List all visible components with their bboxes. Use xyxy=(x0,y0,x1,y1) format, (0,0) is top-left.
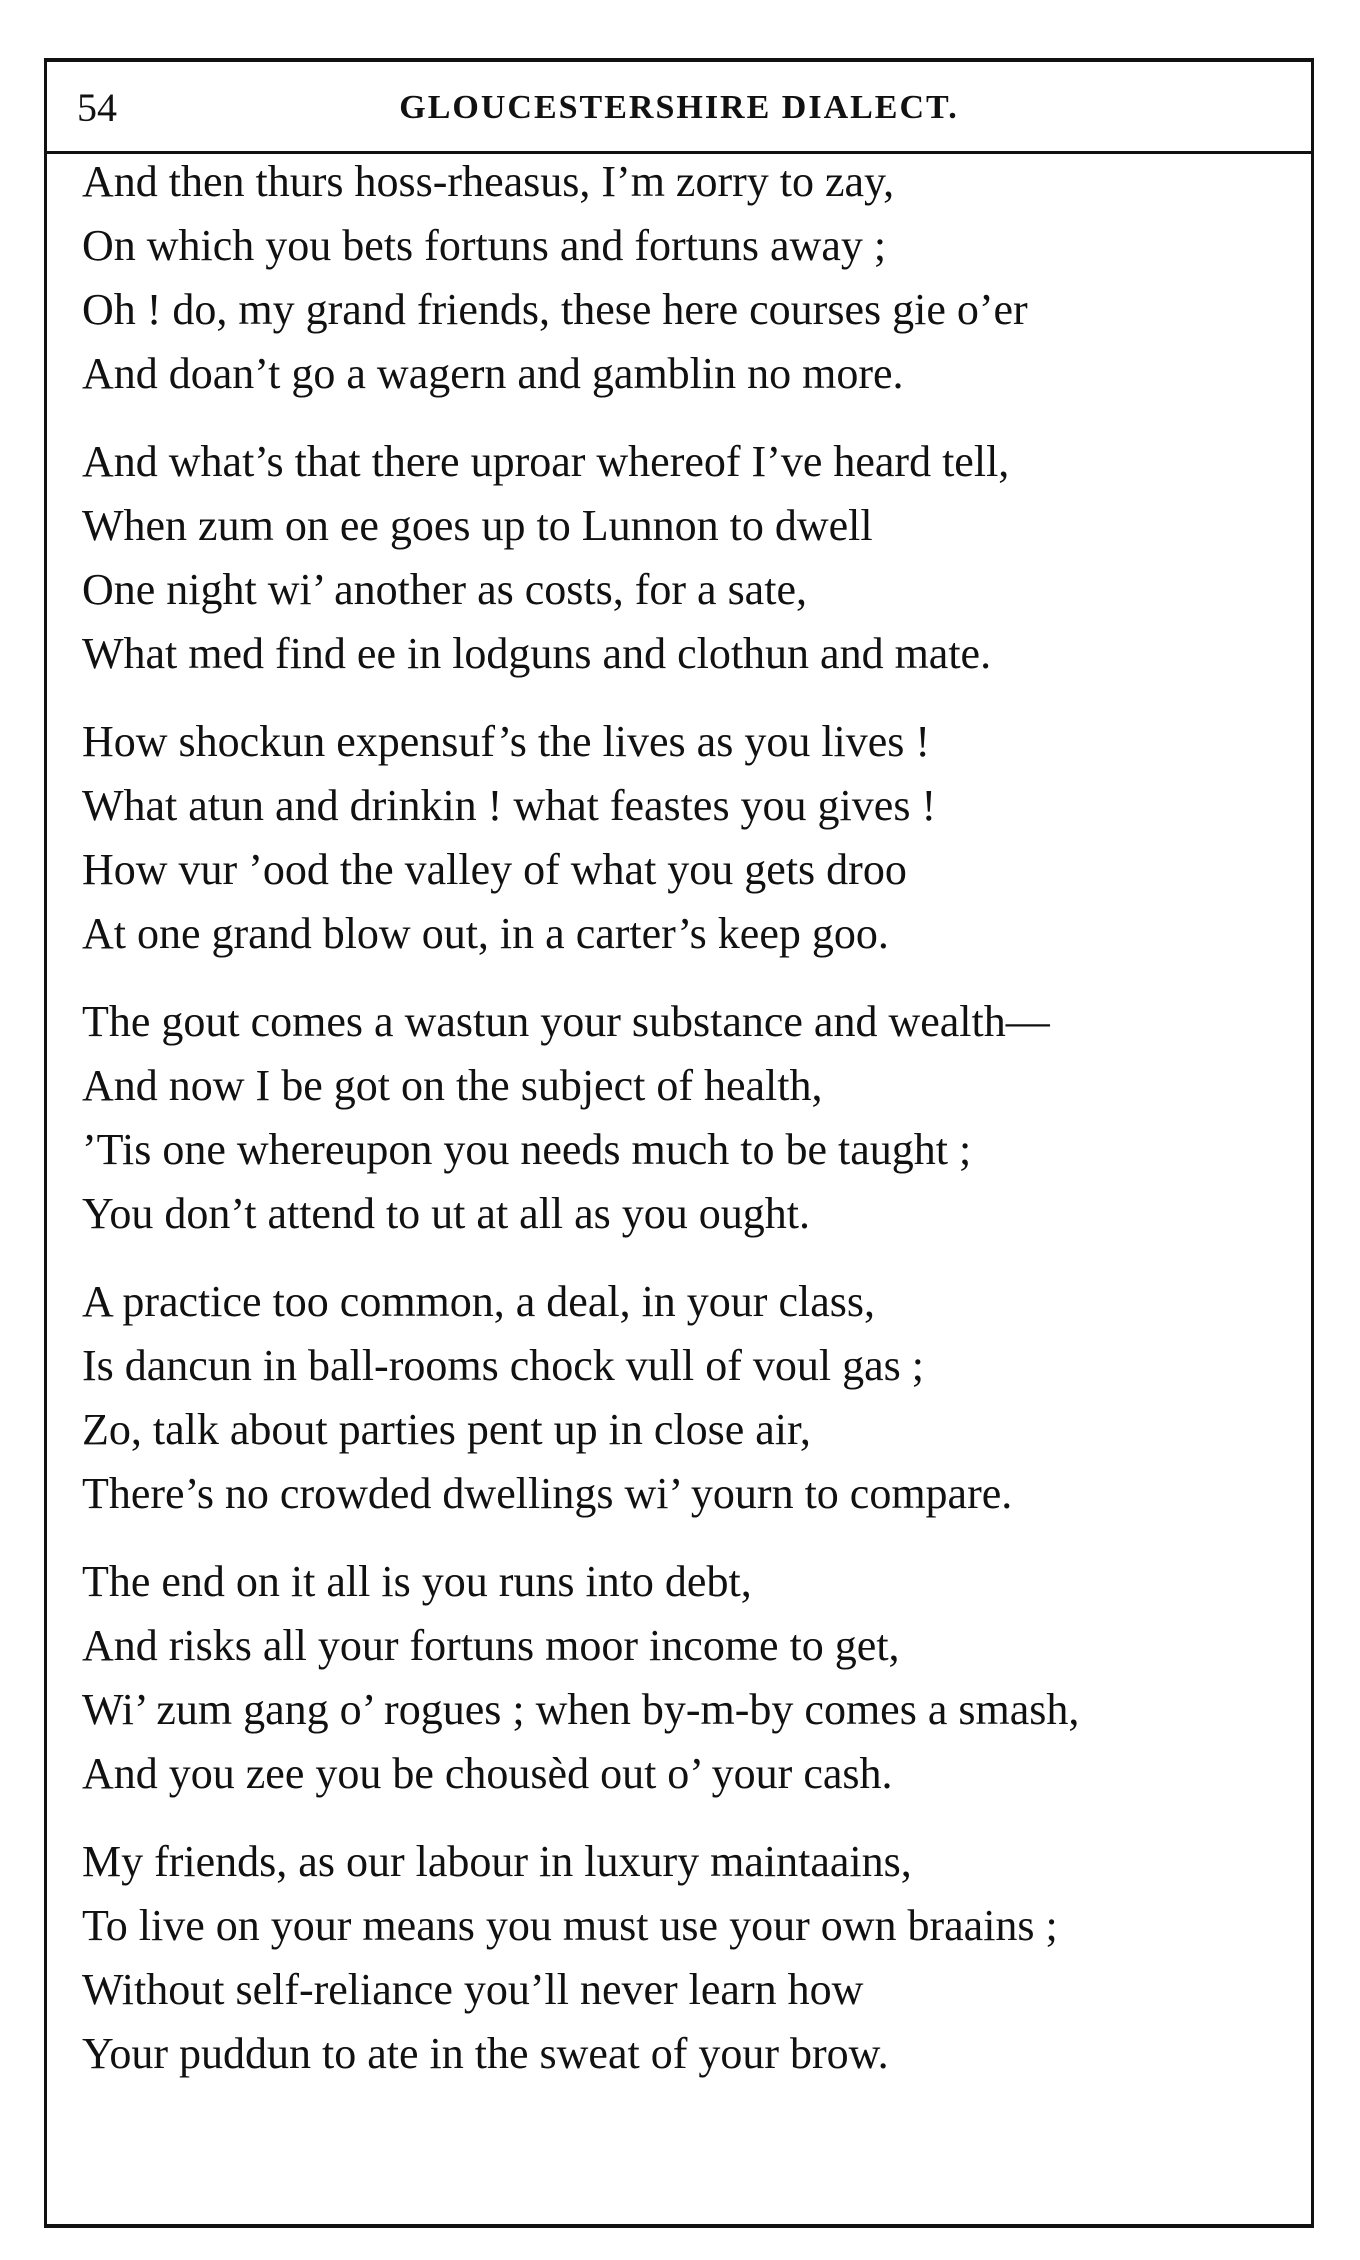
stanza-7 xyxy=(82,1830,1252,2086)
poem-line: My friends, as our labour in luxury maintaains, xyxy=(82,1837,912,1886)
poem-line: You don’t attend to ut at all as you ought. xyxy=(82,1189,811,1238)
poem-line: Without self-reliance you’ll never learn how xyxy=(82,1965,864,2014)
poem-line: And what’s that there uproar whereof I’ve heard tell, xyxy=(82,437,1010,486)
poem-line: And doan’t go a wagern and gamblin no more. xyxy=(82,349,904,398)
poem-line: Your puddun to ate in the sweat of your brow. xyxy=(82,2029,889,2078)
poem-line: To live on your means you must use your own braains ; xyxy=(82,1901,1058,1950)
poem-line: And now I be got on the subject of health, xyxy=(82,1061,823,1110)
stanza-6 xyxy=(82,1550,1252,1806)
poem-line: And then thurs hoss-rheasus, I’m zorry to zay, xyxy=(82,157,895,206)
poem-line: One night wi’ another as costs, for a sate, xyxy=(82,565,807,614)
poem-line: What med find ee in lodguns and clothun and mate. xyxy=(82,629,992,678)
poem-line: Zo, talk about parties pent up in close air, xyxy=(82,1405,811,1454)
poem-line: Oh ! do, my grand friends, these here courses gie o’er xyxy=(82,285,1028,334)
poem-line: At one grand blow out, in a carter’s keep goo. xyxy=(82,909,889,958)
stanza-4 xyxy=(82,990,1252,1246)
poem-line: The end on it all is you runs into debt, xyxy=(82,1557,752,1606)
poem-line: What atun and drinkin ! what feastes you gives ! xyxy=(82,781,937,830)
poem-line: How vur ’ood the valley of what you gets droo xyxy=(82,845,907,894)
poem-line: And risks all your fortuns moor income to get, xyxy=(82,1621,900,1670)
poem-line: Wi’ zum gang o’ rogues ; when by-m-by comes a smash, xyxy=(82,1685,1080,1734)
poem-line: There’s no crowded dwellings wi’ yourn to compare. xyxy=(82,1469,1013,1518)
poem-line: When zum on ee goes up to Lunnon to dwell xyxy=(82,501,873,550)
poem-line: A practice too common, a deal, in your class, xyxy=(82,1277,875,1326)
poem-line: Is dancun in ball-rooms chock vull of voul gas ; xyxy=(82,1341,924,1390)
running-title: GLOUCESTERSHIRE DIALECT. xyxy=(399,89,959,126)
page-header xyxy=(47,62,1311,154)
poem-line: The gout comes a wastun your substance and wealth— xyxy=(82,997,1050,1046)
stanza-5 xyxy=(82,1270,1252,1526)
poem-line: And you zee you be chousèd out o’ your cash. xyxy=(82,1749,893,1798)
stanza-1 xyxy=(82,150,1252,406)
poem-line: How shockun expensuf’s the lives as you lives ! xyxy=(82,717,931,766)
stanza-2 xyxy=(82,430,1252,686)
poem-line: On which you bets fortuns and fortuns away ; xyxy=(82,221,887,270)
stanza-3 xyxy=(82,710,1252,966)
poem-line: ’Tis one whereupon you needs much to be taught ; xyxy=(82,1125,972,1174)
page-number: 54 xyxy=(77,85,117,130)
poem-body xyxy=(82,150,1252,2110)
